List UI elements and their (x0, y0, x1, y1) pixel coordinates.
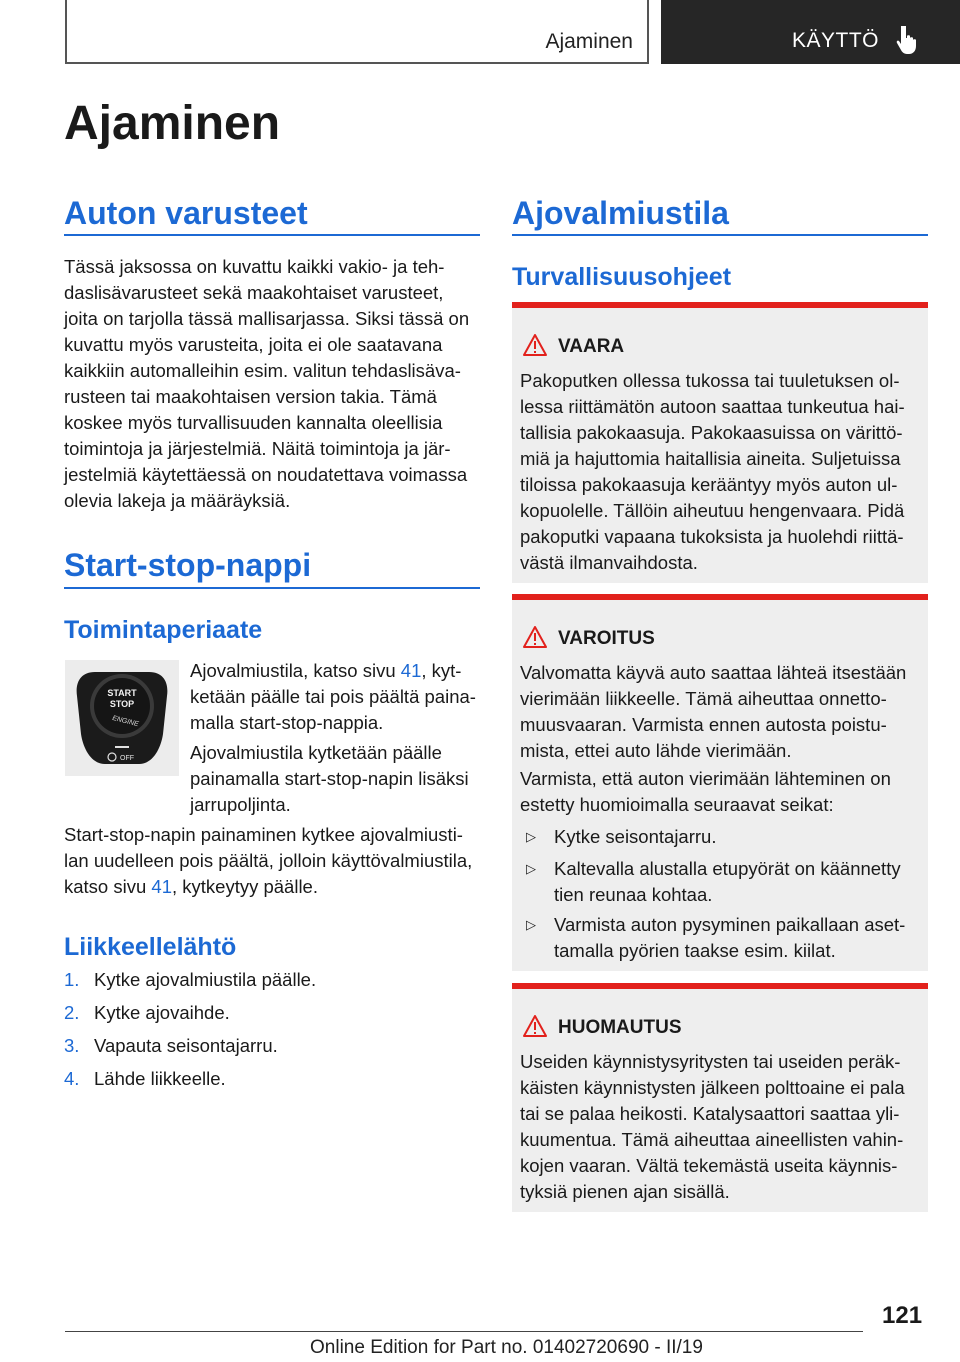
notice-text: Useiden käynnistysyritysten tai useiden peräk-käisten käynnistysten jälkeen polttoaine ei pala tai se palaa heikosti. Katalysaattori saattaa yli-kuumentua. Tämä aiheuttaa aineellisten vahin-kojen vaaran. Vältä tekemästä useita käynnis-tyksiä pienen ajan sisällä. (520, 1051, 905, 1202)
bullet-text: Kaltevalla alustalla etupyörät on käännetty tien reunaa kohtaa. (554, 858, 901, 905)
heading-principle: Toimintaperiaate (64, 616, 263, 644)
danger-text: Pakoputken ollessa tukossa tai tuuletuksen ol-lessa riittämätön autoon saattaa tunkeutua hai-tallisia pakokaasuja. Pakokaasuissa on värittö-miä ja hajuttomia haitallisia aineita. Suljetuissa tiloissa pakokaasuja kerääntyy myös auton ul-kopuolelle. Tällöin aiheutuu hengenvaara. Pidä pakoputki vapaana tukoksista ja huolehdi riittä-västä ilmanvaihdosta. (520, 370, 905, 573)
equipment-paragraph: Tässä jaksossa on kuvattu kaikki vakio- ja teh-daslisävarusteet sekä maakohtaiset varusteet, joita on tarjolla tässä mallisarjassa. Siksi tässä on kuvattu myös varusteita, joita ei ole saatavana kaikkiin automalleihin esim. valitun tehdaslisäva-rusteen tai maakohtaisen version takia. Tämä koskee myös turvallisuuden kannalta oleellisia toimintoja ja järjestelmiä. Näitä toimintoja ja jär-jestelmiä käytettäessä on noudatettava voimassa olevia lakeja ja määräyksiä. (64, 256, 470, 511)
danger-box (512, 302, 928, 583)
heading-equipment: Auton varusteet (64, 195, 308, 231)
warning-label: VAROITUS (558, 628, 655, 649)
warning-triangle-icon (522, 333, 548, 357)
page-link-41[interactable]: 41 (400, 660, 422, 681)
heading-rule (64, 234, 480, 236)
principle-paragraph-3 (64, 822, 482, 900)
page-title: Ajaminen (64, 97, 281, 150)
step-text: Kytke ajovaihde. (94, 1002, 230, 1023)
step-number: 1. (64, 969, 80, 990)
header-chapter-tab (661, 0, 960, 64)
heading-rule (64, 587, 480, 589)
step-text: Kytke ajovalmiustila päälle. (94, 969, 317, 990)
p3-text-a: Start-stop-napin painaminen kytkee ajovalmiusti-lan uudelleen pois päältä, jolloin käyttövalmiustila, katso sivu (64, 824, 473, 897)
button-label-engine: ENGINE (111, 714, 140, 729)
warning-text-1: Valvomatta käyvä auto saattaa lähteä itsestään vierimään liikkeelle. Tämä aiheuttaa onnetto-muusvaaran. Varmista ennen autosta poistu-mista, ettei auto lähde vierimään. (520, 662, 907, 761)
danger-label: VAARA (558, 336, 625, 357)
principle-paragraph-2 (64, 736, 482, 816)
p2-wrap (190, 740, 482, 818)
bullet-text: Varmista auton pysyminen paikallaan aset-tamalla pyörien taakse esim. kiilat. (554, 914, 906, 961)
heading-safety: Turvallisuusohjeet (512, 263, 732, 291)
triangle-bullet-icon: ▷ (526, 829, 536, 844)
heading-drive-off: Liikkeellelähtö (64, 933, 237, 961)
heading-readiness: Ajovalmiustila (512, 195, 729, 231)
page-number: 121 (882, 1302, 923, 1329)
p1-text-a: Ajovalmiustila, katso sivu (190, 660, 401, 681)
button-label-start: START (107, 688, 137, 698)
page-link-41[interactable]: 41 (151, 876, 172, 897)
heading-rule (512, 234, 928, 236)
button-label-off: OFF (120, 755, 134, 762)
p1-text-b: , kyt-ketään päälle tai pois päältä paina-malla start-stop-nappia. (190, 660, 476, 733)
header-section-label: Ajaminen (545, 30, 633, 53)
step-text: Lähde liikkeelle. (94, 1068, 226, 1089)
footer-rule (65, 1331, 863, 1332)
warning-text-2: Varmista, että auton vierimään lähteminen on estetty huomioimalla seuraavat seikat: (520, 768, 891, 815)
header-section-tab (65, 0, 649, 64)
warning-triangle-icon (522, 625, 548, 649)
triangle-bullet-icon: ▷ (526, 861, 536, 876)
warning-triangle-icon (522, 1014, 548, 1038)
header-chapter-label: KÄYTTÖ (792, 29, 880, 52)
step-number: 4. (64, 1068, 80, 1089)
step-number: 3. (64, 1035, 80, 1056)
principle-paragraph-1 (190, 658, 482, 736)
bullet-text: Kytke seisontajarru. (554, 826, 717, 847)
heading-start-stop: Start-stop-nappi (64, 547, 312, 583)
pointing-hand-icon (896, 24, 922, 54)
step-number: 2. (64, 1002, 80, 1023)
footer-edition: Online Edition for Part no. 01402720690 - II/19 (310, 1337, 703, 1358)
notice-box (512, 983, 928, 1212)
step-text: Vapauta seisontajarru. (94, 1035, 278, 1056)
button-label-stop: STOP (109, 699, 135, 709)
p3-text-b: , kytkeytyy päälle. (171, 876, 318, 897)
triangle-bullet-icon: ▷ (526, 917, 536, 932)
warning-box (512, 594, 928, 971)
notice-label: HUOMAUTUS (558, 1017, 682, 1038)
p2-text: Ajovalmiustila kytketään päälle painamalla start-stop-napin lisäksi jarrupoljinta. (190, 742, 469, 815)
